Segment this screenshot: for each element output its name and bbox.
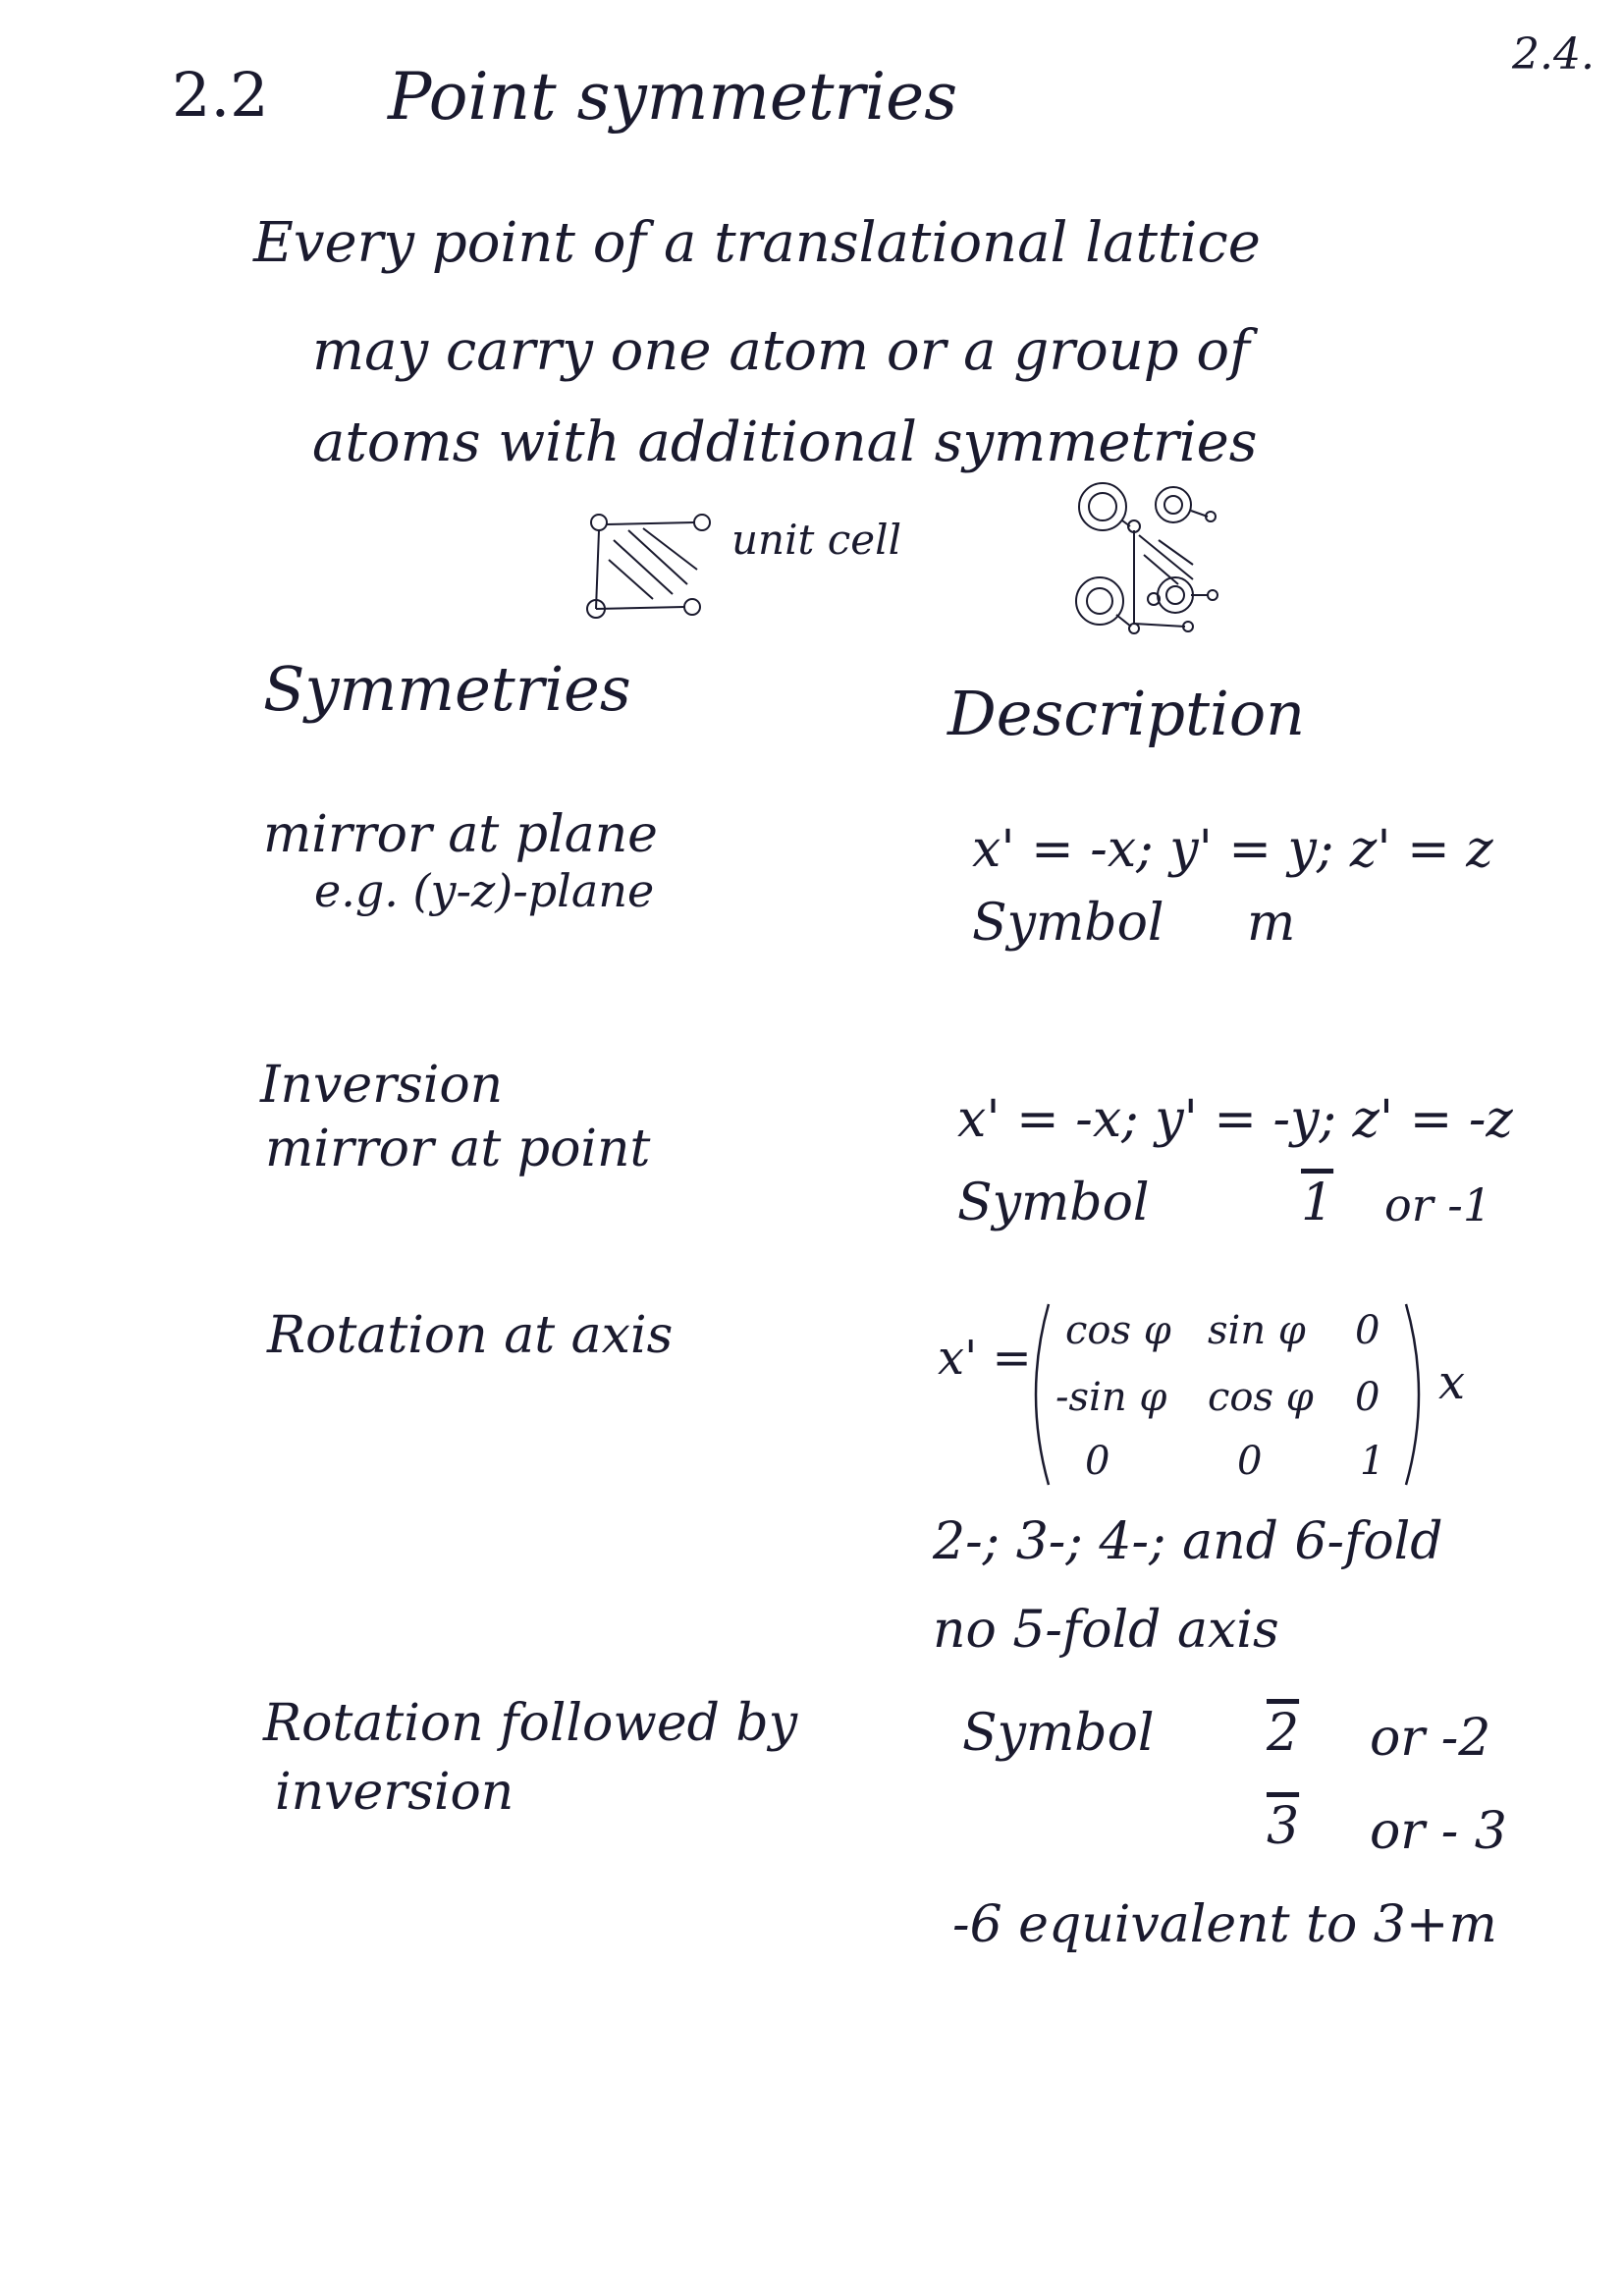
matrix-cell-0-2: 0 [1355,1308,1380,1353]
rotoinversion-symbol-3: 3 [1267,1797,1300,1856]
header-symmetries: Symmetries [263,653,631,725]
mirror-formula: x' = -x; y' = y; z' = z [972,820,1493,879]
intro-line-1: Every point of a translational lattice [253,211,1261,275]
rotoinversion-name-2: inversion [275,1763,514,1822]
rotoinversion-equivalence: -6 equivalent to 3+m [952,1895,1497,1954]
unit-cell-sketch [574,501,741,629]
matrix-cell-1-1: cos φ [1208,1375,1314,1420]
intro-line-2: may carry one atom or a group of [312,319,1250,383]
rotation-note-2: no 5-fold axis [933,1601,1279,1660]
inversion-symbol-alt: or -1 [1384,1178,1492,1231]
atom-group-sketch [1065,471,1301,643]
unit-cell-label: unit cell [731,516,902,564]
matrix-cell-2-0: 0 [1085,1439,1110,1484]
rotoinversion-name: Rotation followed by [263,1694,798,1753]
rotation-suffix: x [1438,1355,1466,1410]
rotoinversion-symbol-2-alt: or -2 [1370,1709,1491,1768]
page-number: 2.4. [1512,29,1595,80]
mirror-example: e.g. (y-z)-plane [314,864,655,917]
inversion-formula: x' = -x; y' = -y; z' = -z [957,1090,1513,1149]
rotoinversion-symbol-3-alt: or - 3 [1370,1802,1507,1861]
intro-line-3: atoms with additional symmetries [312,410,1258,474]
inversion-alt: mirror at point [265,1120,651,1178]
rotation-note-1: 2-; 3-; 4-; and 6-fold [933,1512,1443,1571]
mirror-symbol-label: Symbol [972,894,1164,953]
matrix-cell-0-0: cos φ [1065,1308,1171,1353]
section-title: Point symmetries [388,59,958,135]
rotoinversion-symbol-label: Symbol [962,1704,1155,1763]
matrix-cell-1-2: 0 [1355,1375,1380,1420]
inversion-name: Inversion [260,1056,504,1115]
inversion-symbol-label: Symbol [957,1174,1150,1232]
rotation-name: Rotation at axis [267,1306,674,1365]
mirror-symbol: m [1247,894,1296,953]
rotation-matrix [933,1296,1443,1493]
rotation-prefix: x' = [938,1331,1032,1386]
matrix-cell-2-2: 1 [1360,1439,1385,1484]
header-description: Description [947,678,1306,749]
matrix-cell-2-1: 0 [1237,1439,1263,1484]
mirror-name: mirror at plane [263,805,658,864]
inversion-symbol-bar: 1 [1301,1174,1334,1232]
matrix-cell-1-0: -sin φ [1055,1375,1167,1420]
rotoinversion-symbol-2: 2 [1267,1704,1300,1763]
section-number: 2.2 [172,59,269,131]
matrix-cell-0-1: sin φ [1208,1308,1306,1353]
